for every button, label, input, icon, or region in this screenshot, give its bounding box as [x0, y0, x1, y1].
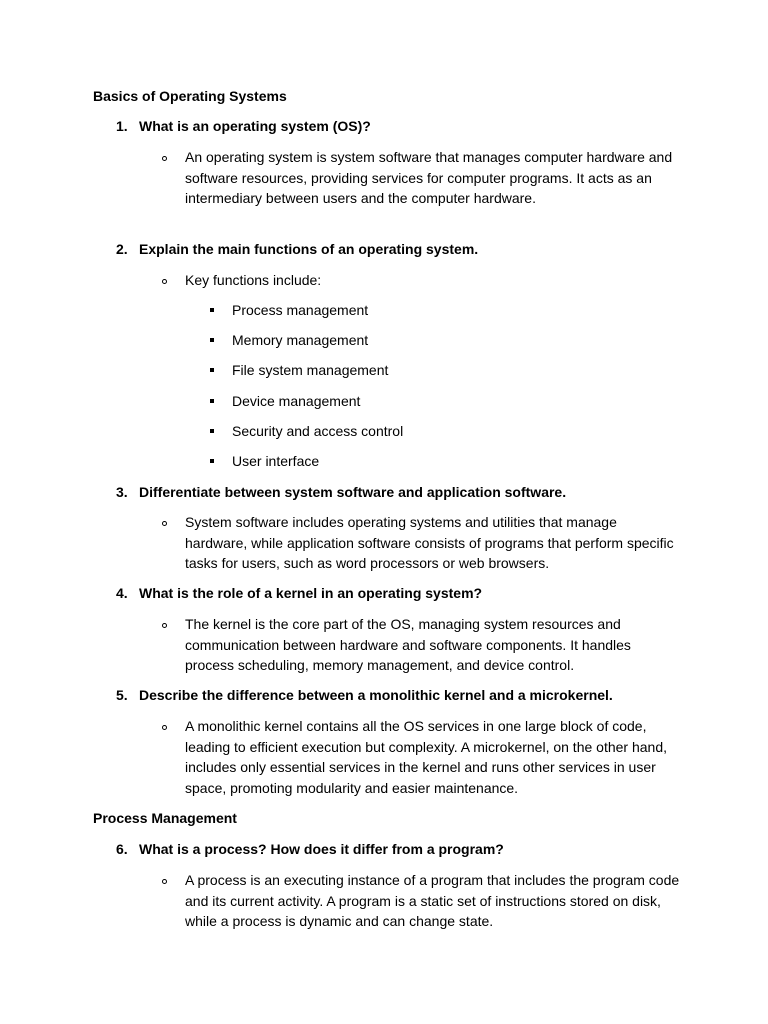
answer-text: A process is an executing instance of a program that includes the program code and its current activity. A program is a static set of instructions stored on disk, while a process is dynamic and can change state.	[185, 872, 680, 929]
question-text: Explain the main functions of an operating system.	[139, 241, 479, 257]
list-item: User interface	[232, 453, 320, 469]
answer-text: The kernel is the core part of the OS, managing system resources and communication between hardware and software components. It handles process scheduling, memory management, and device control.	[185, 616, 631, 673]
question-number: 1.	[116, 118, 128, 134]
question-text: Describe the difference between a monolithic kernel and a microkernel.	[139, 687, 613, 703]
question-number: 2.	[116, 241, 128, 257]
circle-bullet-icon	[162, 156, 167, 161]
question-text: Differentiate between system software and application software.	[139, 484, 567, 500]
question-number: 4.	[116, 585, 128, 601]
circle-bullet-icon	[162, 879, 167, 884]
square-bullet-icon	[210, 308, 214, 312]
answer-text: A monolithic kernel contains all the OS services in one large block of code, leading to efficient execution but complexity. A microkernel, on the other hand, includes only essential services in the kernel and runs other services in user space, promoting modularity and easier maintenance.	[185, 718, 667, 796]
list-item: Security and access control	[232, 423, 404, 439]
list-item: Device management	[232, 393, 361, 409]
question-text: What is the role of a kernel in an operating system?	[139, 585, 483, 601]
answer-text: An operating system is system software that manages computer hardware and software resources, providing services for computer programs. It acts as an intermediary between users and the computer hardware.	[185, 149, 673, 206]
square-bullet-icon	[210, 368, 214, 372]
list-item: Process management	[232, 302, 369, 318]
question-number: 6.	[116, 841, 128, 857]
question-number: 5.	[116, 687, 128, 703]
question-number: 3.	[116, 484, 128, 500]
answer-text: Key functions include:	[185, 272, 322, 288]
question-text: What is a process? How does it differ from a program?	[139, 841, 504, 857]
list-item: File system management	[232, 362, 389, 378]
square-bullet-icon	[210, 399, 214, 403]
section-heading: Process Management	[93, 810, 237, 826]
circle-bullet-icon	[162, 623, 167, 628]
square-bullet-icon	[210, 338, 214, 342]
list-item: Memory management	[232, 332, 369, 348]
circle-bullet-icon	[162, 725, 167, 730]
section-heading: Basics of Operating Systems	[93, 88, 287, 104]
square-bullet-icon	[210, 459, 214, 463]
square-bullet-icon	[210, 429, 214, 433]
question-text: What is an operating system (OS)?	[139, 118, 371, 134]
answer-text: System software includes operating systems and utilities that manage hardware, while application software consists of programs that perform specific tasks for users, such as word processors or web browsers.	[185, 514, 674, 571]
circle-bullet-icon	[162, 521, 167, 526]
circle-bullet-icon	[162, 279, 167, 284]
